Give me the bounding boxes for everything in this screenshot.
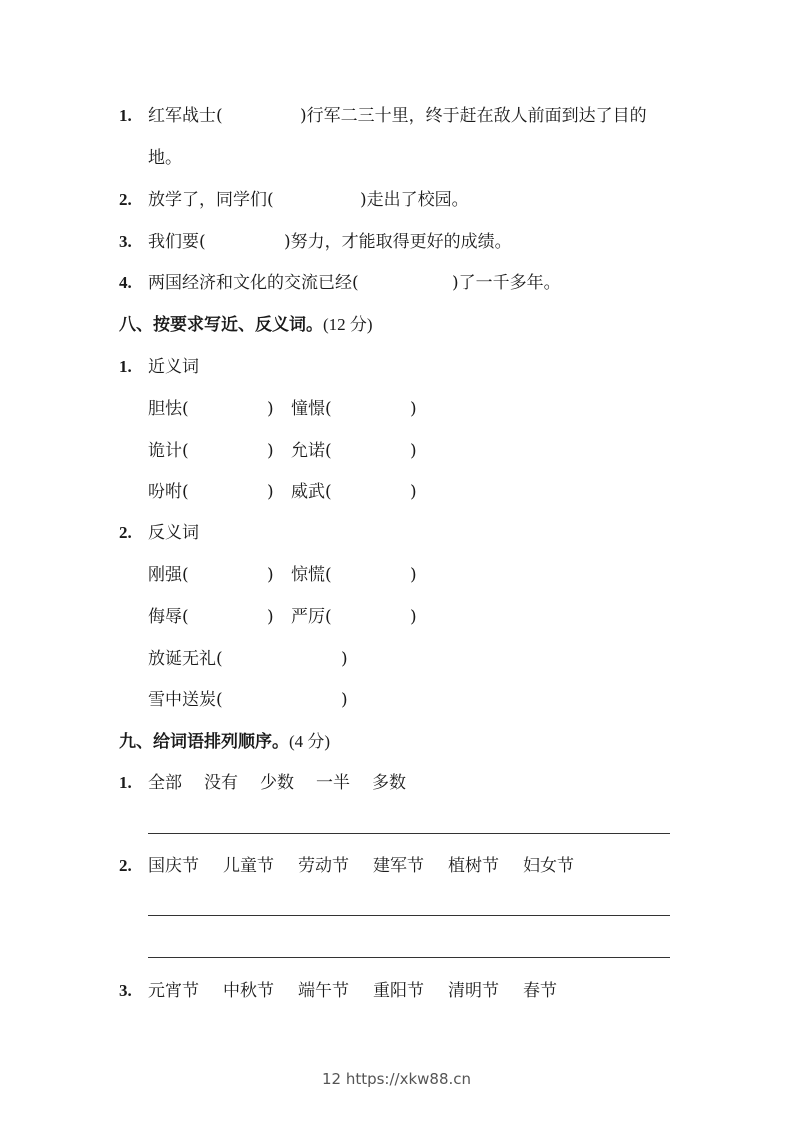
close-paren: ) [410, 441, 417, 461]
item-number: 2. [119, 856, 132, 875]
word: 没有 [204, 773, 238, 793]
word: 多数 [372, 773, 406, 793]
item-number: 1. [119, 106, 132, 125]
word: 清明节 [448, 981, 499, 1001]
section-score: (12 分) [323, 315, 373, 334]
word: 国庆节 [148, 856, 199, 876]
word: 重阳节 [373, 981, 424, 1001]
question-text-after: )努力，才能取得更好的成绩。 [284, 232, 512, 252]
item-number: 1. [119, 357, 132, 376]
close-paren: ) [267, 607, 274, 627]
word-blank: 威武( [291, 482, 332, 502]
item-number: 1. [119, 773, 132, 792]
item-number: 2. [119, 190, 132, 209]
close-paren: ) [267, 399, 274, 419]
item-number: 3. [119, 232, 132, 251]
close-paren: ) [410, 399, 417, 419]
close-paren: ) [341, 649, 348, 669]
question-text-before: 我们要( [148, 232, 206, 252]
close-paren: ) [267, 441, 274, 461]
question-text-before: 两国经济和文化的交流已经( [148, 273, 359, 293]
question-text-before: 放学了，同学们( [148, 190, 274, 210]
word: 一半 [316, 773, 350, 793]
word: 端午节 [298, 981, 349, 1001]
close-paren: ) [410, 607, 417, 627]
answer-line[interactable] [148, 915, 670, 916]
word: 劳动节 [298, 856, 349, 876]
idiom-blank: 放诞无礼( [148, 649, 223, 669]
subsection-title: 反义词 [148, 523, 199, 543]
answer-line[interactable] [148, 833, 670, 834]
subsection-title: 近义词 [148, 357, 199, 377]
word-blank: 诡计( [148, 441, 189, 461]
idiom-blank: 雪中送炭( [148, 690, 223, 710]
word: 中秋节 [223, 981, 274, 1001]
close-paren: ) [267, 565, 274, 585]
word: 春节 [523, 981, 557, 1001]
close-paren: ) [341, 690, 348, 710]
word: 元宵节 [148, 981, 199, 1001]
close-paren: ) [267, 482, 274, 502]
question-text-cont: 地。 [148, 148, 182, 168]
close-paren: ) [410, 565, 417, 585]
question-text-after: )走出了校园。 [360, 190, 469, 210]
word-blank: 允诺( [291, 441, 332, 461]
word-blank: 吩咐( [148, 482, 189, 502]
word-blank: 刚强( [148, 565, 189, 585]
word-blank: 侮辱( [148, 607, 189, 627]
word-blank: 严厉( [291, 607, 332, 627]
word: 妇女节 [523, 856, 574, 876]
section-title: 八、按要求写近、反义词。(12 分) [119, 315, 373, 335]
word-blank: 憧憬( [291, 399, 332, 419]
section-score: (4 分) [289, 732, 331, 751]
page-footer: 12 https://xkw88.cn [321, 1070, 472, 1088]
word: 少数 [260, 773, 294, 793]
answer-line[interactable] [148, 957, 670, 958]
item-number: 3. [119, 981, 132, 1000]
question-text-after: )行军二三十里，终于赶在敌人前面到达了目的 [300, 106, 647, 126]
question-text-after: )了一千多年。 [452, 273, 561, 293]
item-number: 2. [119, 523, 132, 542]
word: 全部 [148, 773, 182, 793]
item-number: 4. [119, 273, 132, 292]
word: 儿童节 [223, 856, 274, 876]
word: 植树节 [448, 856, 499, 876]
word-blank: 胆怯( [148, 399, 189, 419]
word-blank: 惊慌( [291, 565, 332, 585]
close-paren: ) [410, 482, 417, 502]
word: 建军节 [373, 856, 424, 876]
section-title: 九、给词语排列顺序。(4 分) [119, 732, 331, 752]
question-text-before: 红军战士( [148, 106, 223, 126]
